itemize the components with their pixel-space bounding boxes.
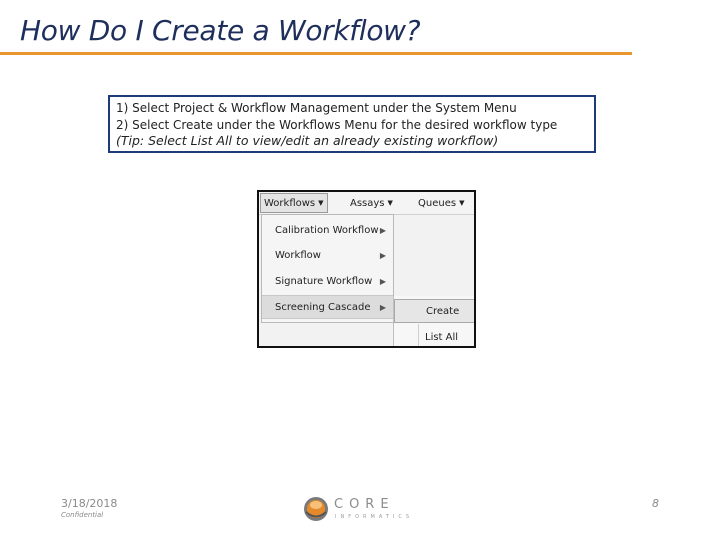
screening-cascade-submenu [393, 296, 476, 348]
chevron-right-icon: ▶ [379, 251, 386, 260]
instruction-step-1: 1) Select Project & Workflow Management under the System Menu [116, 101, 517, 115]
chevron-right-icon: ▶ [379, 277, 386, 286]
chevron-down-icon: ▼ [387, 199, 393, 207]
menu-item-label: Screening Cascade [275, 302, 371, 313]
chevron-down-icon: ▼ [318, 199, 324, 207]
slide-title: How Do I Create a Workflow? [20, 14, 421, 47]
core-logo [302, 495, 422, 523]
instruction-tip: (Tip: Select List All to view/edit an already existing workflow) [116, 133, 499, 148]
footer-date: 3/18/2018 [61, 497, 118, 510]
menu-queues[interactable] [418, 194, 464, 212]
instruction-step-2: 2) Select Create under the Workflows Menu for the desired workflow type [116, 117, 558, 132]
menu-item-signature-workflow[interactable] [262, 270, 393, 294]
submenu-item-list-all[interactable]: List All [425, 332, 459, 343]
menubar [259, 192, 474, 215]
core-logo-icon [302, 495, 330, 523]
instructions-box [108, 95, 596, 153]
footer-confidential: Confidential [61, 511, 104, 519]
menu-workflows[interactable] [260, 193, 328, 213]
title-underline [0, 52, 632, 55]
menu-screenshot [257, 190, 476, 348]
menu-assays-label: Assays [350, 198, 385, 209]
chevron-right-icon: ▶ [379, 226, 386, 235]
menu-item-label: Signature Workflow [275, 276, 373, 287]
submenu-item-create[interactable]: Create [394, 299, 476, 323]
menu-item-screening-cascade[interactable] [262, 295, 393, 319]
menu-item-workflow[interactable] [262, 244, 393, 268]
menu-assays[interactable] [350, 194, 393, 212]
menu-item-label: Workflow [275, 250, 321, 261]
logo-wordmark: CORE [334, 497, 395, 512]
page-number: 8 [652, 497, 659, 510]
menu-item-calibration-workflow[interactable] [262, 219, 393, 243]
menu-queues-label: Queues [418, 198, 457, 209]
menu-workflows-label: Workflows [264, 198, 316, 209]
chevron-down-icon: ▼ [459, 199, 465, 207]
logo-subtext: INFORMATICS [335, 514, 414, 520]
chevron-right-icon: ▶ [379, 303, 386, 312]
workflows-dropdown [261, 214, 394, 323]
menu-item-label: Calibration Workflow [275, 225, 379, 236]
